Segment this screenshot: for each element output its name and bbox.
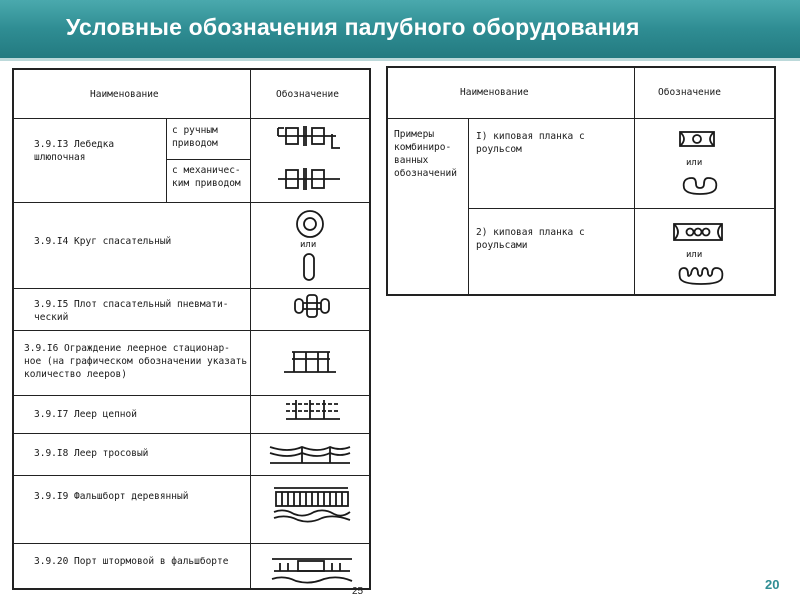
freeing-port-icon (270, 551, 354, 591)
fairlead-roller-alt-icon (680, 174, 720, 196)
wire-rail-icon (268, 443, 352, 467)
sub-manual-drive: с ручным приводом (172, 125, 218, 149)
row-fairlead-roller: I) киповая планка с роульсом (476, 131, 585, 155)
row-chain-rail: 3.9.I7 Леер цепной (34, 409, 137, 420)
source-page-number: 25 (352, 586, 364, 597)
inflatable-raft-icon (292, 293, 332, 319)
slide-number: 20 (765, 577, 780, 592)
row-freeing-port: 3.9.20 Порт штормовой в фальшборте (34, 556, 229, 567)
lifebuoy-ring-icon (294, 208, 326, 240)
fairlead-roller-icon (678, 130, 718, 150)
or-label: или (300, 240, 317, 250)
left-header-name: Наименование (90, 89, 159, 100)
row-wooden-bulwark: 3.9.I9 Фальшборт деревянный (34, 491, 189, 502)
railing-icon (284, 350, 340, 376)
right-header-name: Наименование (460, 87, 529, 98)
row-fairlead-rollers: 2) киповая планка с роульсами (476, 227, 585, 251)
sub-mechanical-drive: с механичес- ким приводом (172, 165, 241, 189)
right-header-symbol: Обозначение (658, 87, 721, 98)
row-lifebuoy: 3.9.I4 Круг спасательный (34, 236, 172, 247)
fairlead-rollers-alt-icon (676, 264, 726, 286)
mech-winch-icon (276, 166, 346, 196)
lifebuoy-oval-icon (302, 252, 318, 284)
row-fixed-railing: 3.9.I6 Ограждение леерное стационар- ное (на графическом обозначении указать количество лееров) (24, 343, 248, 380)
title-banner (0, 0, 800, 61)
fairlead-rollers-icon (672, 222, 724, 244)
manual-winch-icon (276, 124, 346, 154)
or-label: или (686, 250, 703, 260)
chain-rail-icon (284, 398, 344, 424)
row-wire-rail: 3.9.I8 Леер тросовый (34, 448, 149, 459)
left-header-symbol: Обозначение (276, 89, 339, 100)
or-label: или (686, 158, 703, 168)
row-inflatable-raft: 3.9.I5 Плот спасательный пневмати- ческий (34, 299, 229, 323)
combined-examples-label: Примеры комбиниро- ванных обозначений (394, 129, 457, 179)
row-lifeboat-winch: 3.9.I3 Лебедка шлюпочная (34, 139, 115, 163)
slide-title: Условные обозначения палубного оборудования (66, 14, 640, 40)
wooden-bulwark-icon (272, 484, 352, 528)
